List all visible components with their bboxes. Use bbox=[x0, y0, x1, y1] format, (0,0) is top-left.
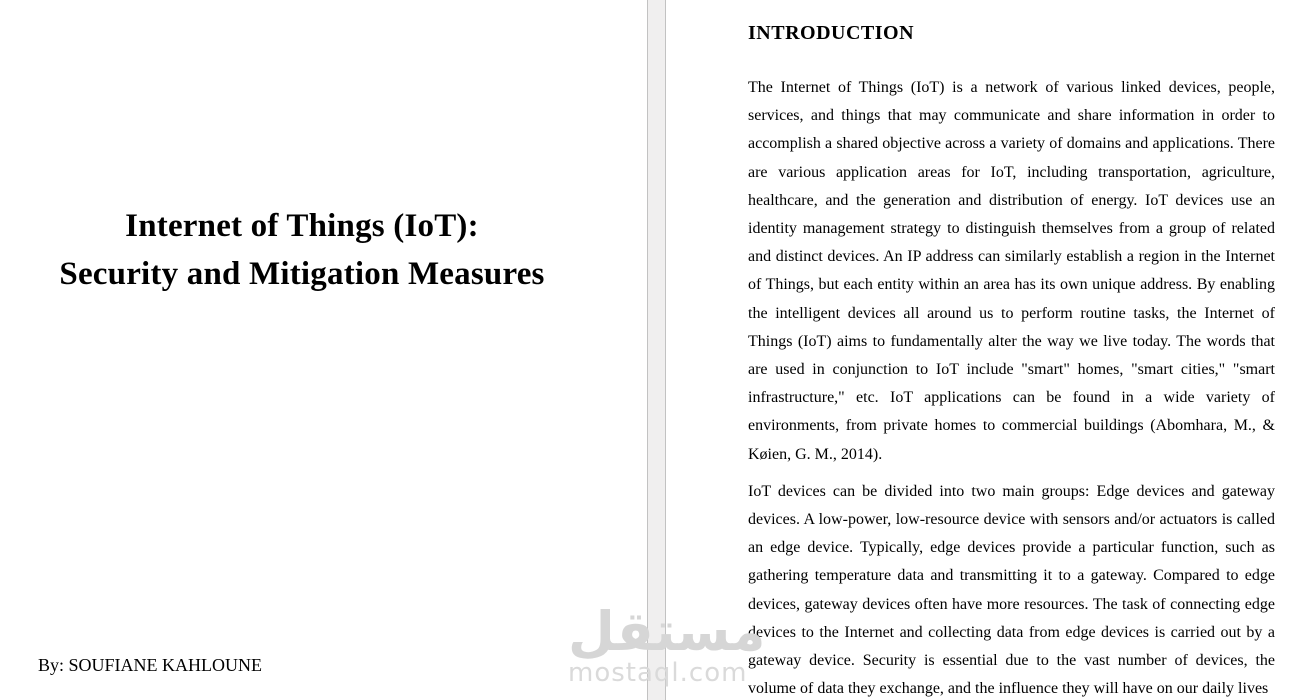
paragraph-1: The Internet of Things (IoT) is a network of various linked devices, people, services, and things that may communicate and share information in order to accomplish a shared objective across a variety of domains and applications. There are various application areas for IoT, including transportation, agriculture, healthcare, and the generation and distribution of energy. IoT devices use an identity management strategy to distinguish themselves from a group of related and distinct devices. An IP address can similarly establish a region in the Internet of Things, but each entity within an area has its own unique address. By enabling the intelligent devices all around us to perform routine tasks, the Internet of Things (IoT) aims to fundamentally alter the way we live today. The words that are used in conjunction to IoT include "smart" homes, "smart cities," "smart infrastructure," etc. IoT applications can be found in a wide variety of environments, from private homes to commercial buildings (Abomhara, M., & Køien, G. M., 2014). bbox=[748, 79, 1275, 463]
paragraph-2: IoT devices can be divided into two main groups: Edge devices and gateway devices. A low-power, low-resource device with sensors and/or actuators is called an edge device. Typically, edge devices provide a particular function, such as gathering temperature data and transmitting it to a gateway. Compared to edge devices, gateway devices often have more resources. The task of connecting edge devices to the Internet and collecting data from edge devices is carried out by a gateway device. Security is essential due to the vast number of devices, the volume of data they exchange, and the influence they will have on our daily lives bbox=[748, 482, 1275, 698]
author-byline: By: SOUFIANE KAHLOUNE bbox=[38, 655, 262, 675]
content-column bbox=[748, 0, 1275, 700]
watermark-site-url: mostaql.com bbox=[568, 658, 748, 688]
document-title bbox=[0, 202, 604, 298]
title-page[interactable] bbox=[0, 0, 647, 700]
document-title-line1: Internet of Things (IoT): bbox=[125, 208, 479, 244]
content-page[interactable] bbox=[666, 0, 1302, 700]
section-heading-introduction: INTRODUCTION bbox=[748, 22, 915, 44]
watermark-logo-arabic: مستقل bbox=[568, 600, 766, 663]
document-title-line2: Security and Mitigation Measures bbox=[59, 256, 545, 292]
page-gap-divider bbox=[647, 0, 666, 700]
